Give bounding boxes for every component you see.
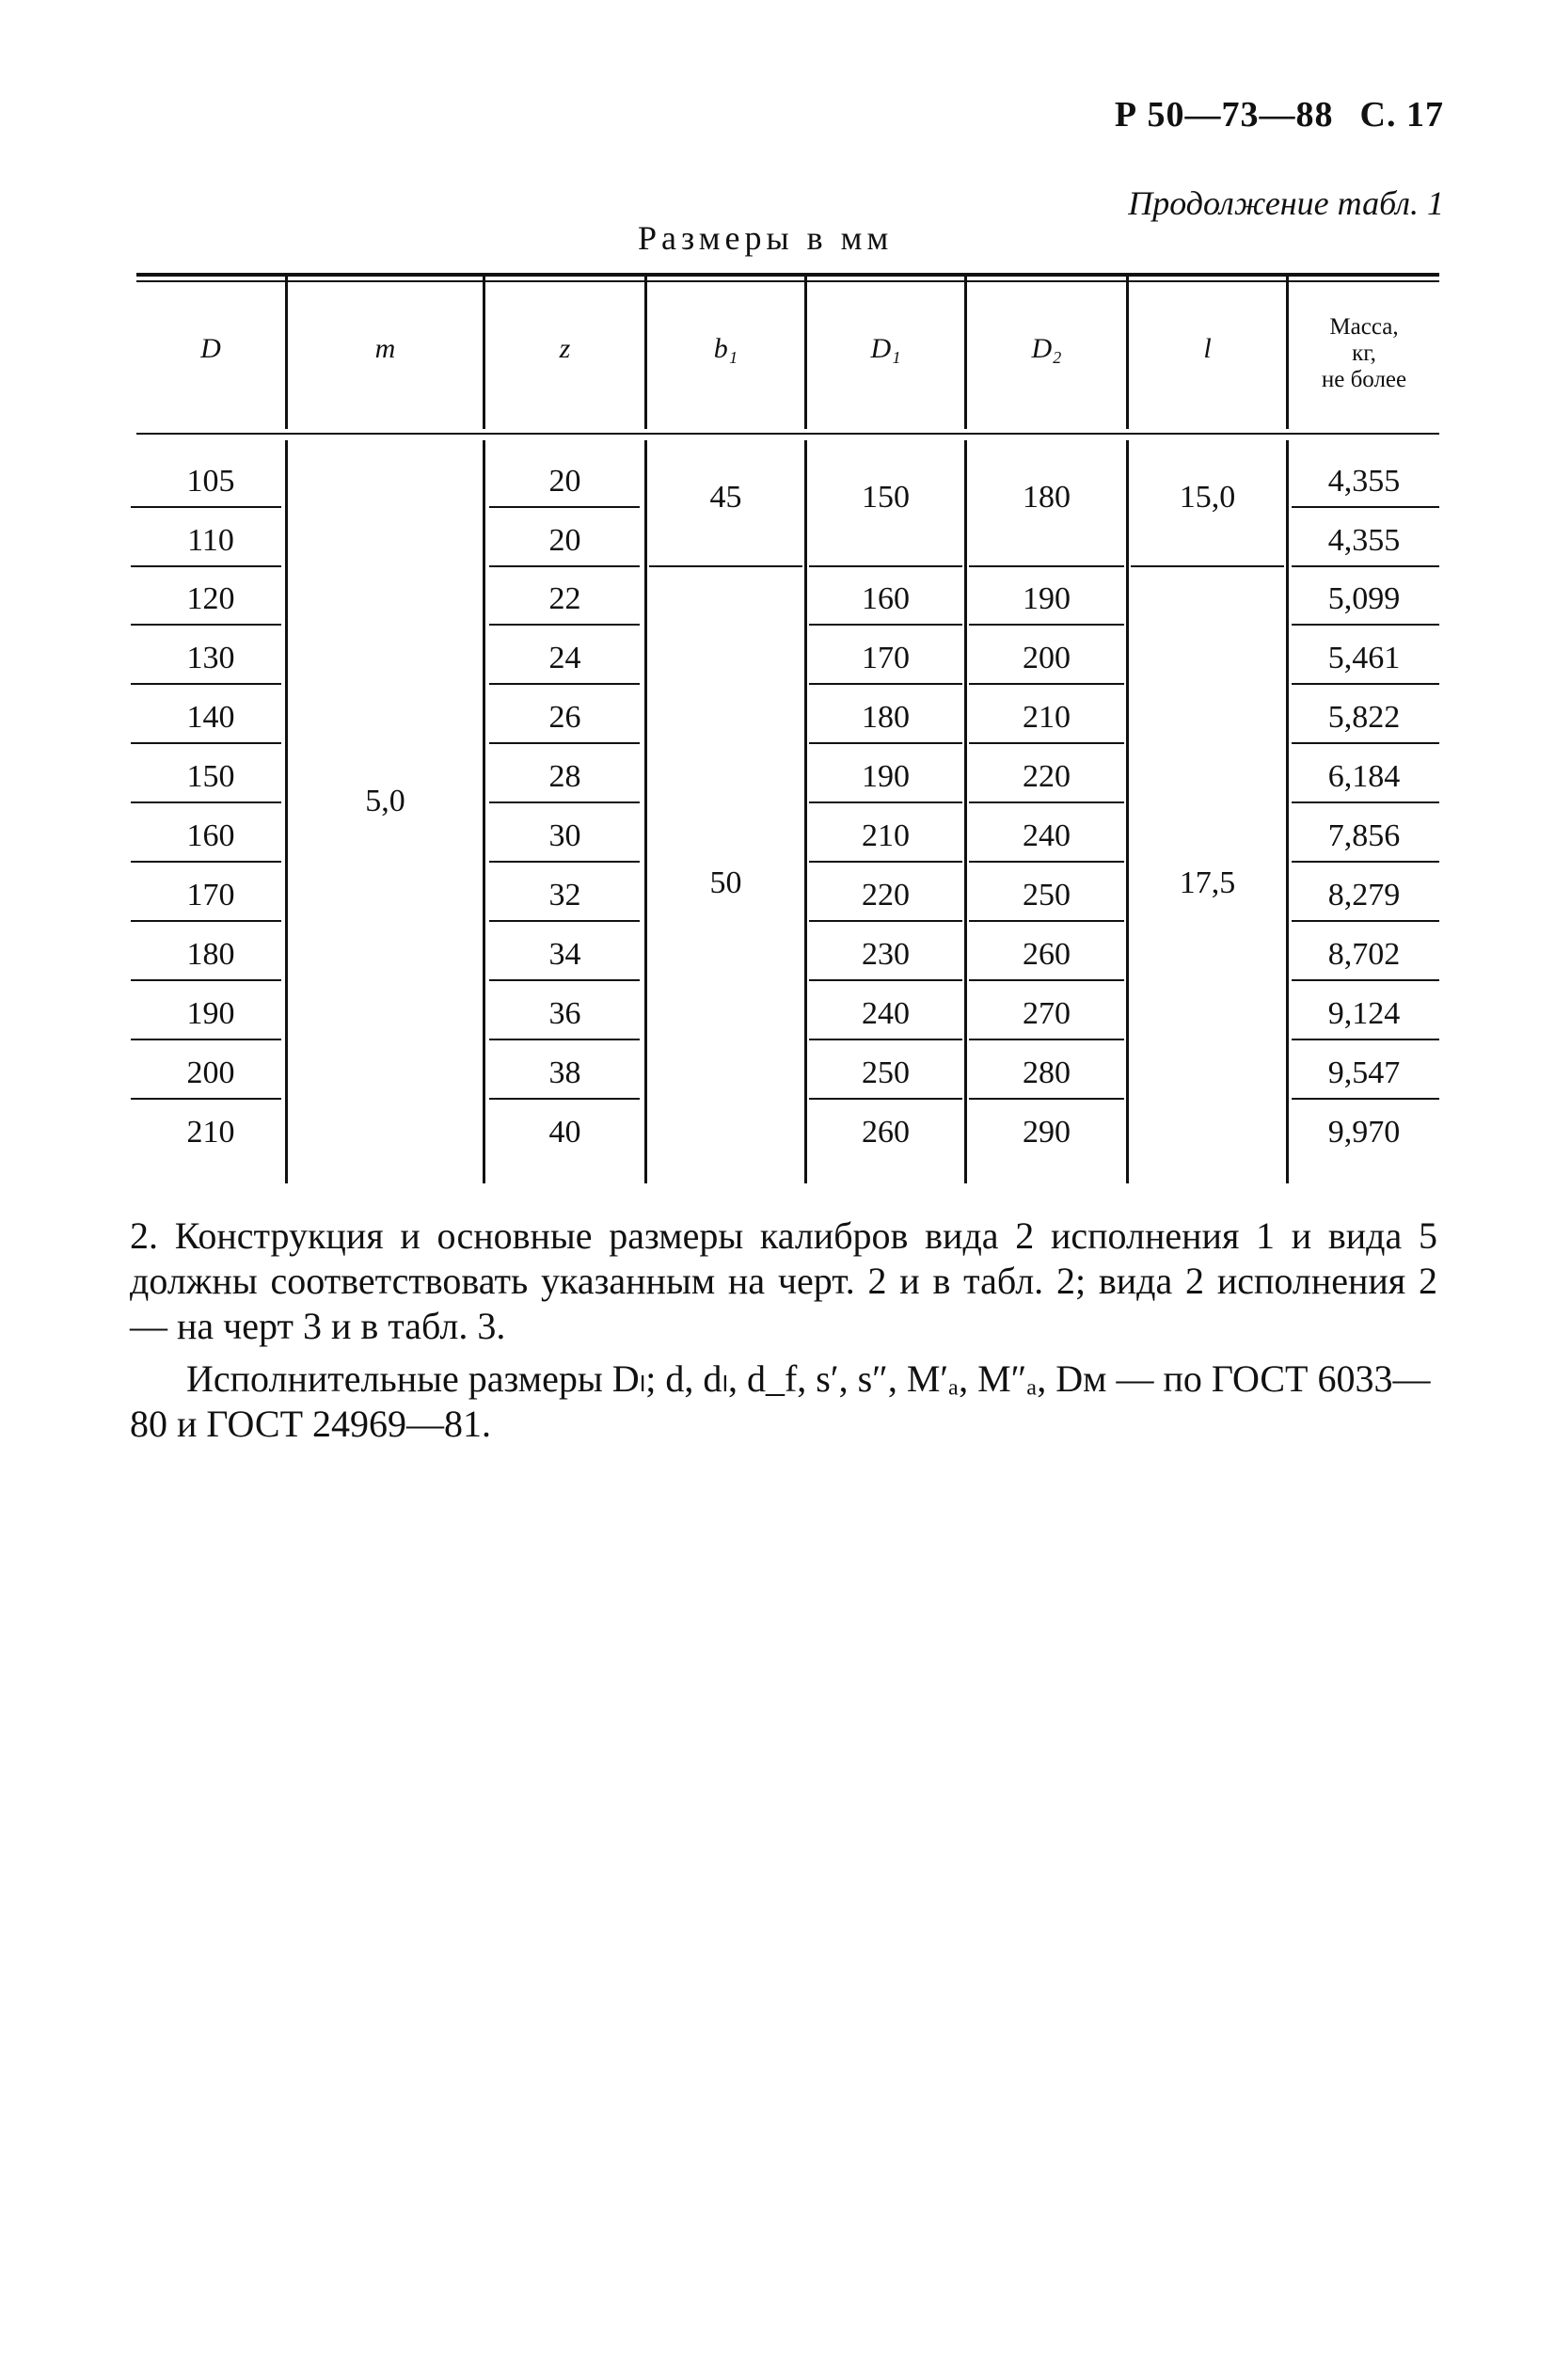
cell-z: 22 — [548, 581, 581, 616]
cell-rule — [131, 1098, 281, 1100]
cell-rule — [969, 801, 1124, 803]
l-value-17-5: 17,5 — [1179, 865, 1236, 900]
cell-mass: 6,184 — [1327, 759, 1401, 794]
cell-D: 140 — [186, 700, 235, 735]
cell-D: 120 — [186, 581, 235, 616]
cell-rule — [649, 565, 802, 567]
cell-D: 190 — [186, 996, 235, 1031]
cell-D2: 260 — [1023, 937, 1071, 972]
cell-rule — [131, 979, 281, 981]
cell-rule — [489, 683, 640, 685]
header-D1: D₁ — [870, 333, 901, 364]
cell-rule — [809, 683, 962, 685]
cell-rule — [1292, 1098, 1439, 1100]
cell-rule — [809, 565, 962, 567]
cell-rule — [131, 742, 281, 744]
cell-rule — [969, 624, 1124, 626]
paragraph-executive-sizes — [130, 1357, 1437, 1447]
cell-z: 32 — [548, 878, 581, 912]
cell-z: 20 — [548, 523, 581, 558]
page-number: С. 17 — [1359, 95, 1444, 135]
cell-D1: 170 — [862, 641, 910, 675]
header-mass — [1289, 314, 1439, 393]
cell-D2: 240 — [1023, 818, 1071, 853]
cell-D: 170 — [186, 878, 235, 912]
header-D2: D₂ — [1031, 333, 1062, 364]
cell-rule — [131, 624, 281, 626]
table-top-rule-inner — [136, 280, 1439, 282]
cell-D: 210 — [186, 1115, 235, 1150]
cell-D1: 180 — [862, 700, 910, 735]
cell-rule — [1292, 801, 1439, 803]
cell-z: 26 — [548, 700, 581, 735]
cell-mass: 8,279 — [1327, 878, 1401, 912]
header-l: l — [1203, 333, 1212, 364]
cell-rule — [131, 920, 281, 922]
table-caption: Продолжение табл. 1 — [1128, 184, 1444, 222]
cell-D1: 260 — [862, 1115, 910, 1150]
cell-rule — [1292, 565, 1439, 567]
cell-D: 105 — [186, 464, 235, 499]
dimensions-table — [136, 271, 1439, 1185]
cell-D1: 240 — [862, 996, 910, 1031]
cell-rule — [969, 979, 1124, 981]
cell-rule — [489, 920, 640, 922]
col-divider — [1126, 440, 1129, 1183]
cell-rule — [1292, 683, 1439, 685]
cell-z: 38 — [548, 1055, 581, 1090]
cell-D: 160 — [186, 818, 235, 853]
cell-z: 34 — [548, 937, 581, 972]
paragraph-executive-sizes-text: Исполнительные размеры Dₗ; d, dₗ, d_f, s′, s″, M′ₐ, M″ₐ, Dм — по ГОСТ 6033—80 и ГОСТ 24969—81. — [130, 1357, 1431, 1445]
cell-D1: 250 — [862, 1055, 910, 1090]
cell-D1: 210 — [862, 818, 910, 853]
cell-D1: 160 — [862, 581, 910, 616]
cell-rule — [1292, 506, 1439, 508]
cell-rule — [969, 1039, 1124, 1040]
D1-value-merged: 150 — [862, 480, 910, 515]
cell-rule — [131, 801, 281, 803]
header-b1: b₁ — [713, 333, 738, 364]
cell-rule — [489, 1039, 640, 1040]
cell-rule — [809, 801, 962, 803]
col-divider — [644, 440, 647, 1183]
cell-rule — [489, 1098, 640, 1100]
document-code: Р 50—73—88 — [1114, 95, 1334, 135]
cell-mass: 8,702 — [1327, 937, 1401, 972]
cell-D: 150 — [186, 759, 235, 794]
cell-mass: 9,124 — [1327, 996, 1401, 1031]
header-mass-line: не более — [1321, 367, 1407, 392]
cell-mass: 9,547 — [1327, 1055, 1401, 1090]
cell-rule — [969, 683, 1124, 685]
cell-rule — [1292, 979, 1439, 981]
cell-mass: 4,355 — [1327, 523, 1401, 558]
l-value-15: 15,0 — [1179, 480, 1236, 515]
cell-D2: 280 — [1023, 1055, 1071, 1090]
cell-rule — [131, 506, 281, 508]
cell-rule — [489, 624, 640, 626]
cell-mass: 4,355 — [1327, 464, 1401, 499]
header-mass-line: Масса, — [1329, 314, 1399, 340]
header-bottom-rule — [136, 433, 1439, 435]
cell-rule — [1292, 920, 1439, 922]
cell-D2: 270 — [1023, 996, 1071, 1031]
cell-rule — [809, 624, 962, 626]
cell-rule — [489, 861, 640, 863]
cell-rule — [969, 920, 1124, 922]
header-mass-line: кг, — [1352, 341, 1376, 366]
cell-rule — [809, 979, 962, 981]
cell-rule — [969, 742, 1124, 744]
cell-rule — [131, 861, 281, 863]
b1-value-45: 45 — [709, 480, 742, 515]
header-D: D — [200, 333, 221, 364]
cell-z: 20 — [548, 464, 581, 499]
cell-rule — [1131, 565, 1284, 567]
m-value: 5,0 — [365, 784, 405, 818]
cell-rule — [1292, 742, 1439, 744]
header-m: m — [374, 333, 396, 364]
D2-value-merged: 180 — [1023, 480, 1071, 515]
header-z: z — [559, 333, 571, 364]
cell-D: 180 — [186, 937, 235, 972]
cell-D2: 290 — [1023, 1115, 1071, 1150]
cell-mass: 9,970 — [1327, 1115, 1401, 1150]
cell-D2: 250 — [1023, 878, 1071, 912]
cell-z: 36 — [548, 996, 581, 1031]
b1-value-50: 50 — [709, 865, 742, 900]
cell-rule — [969, 565, 1124, 567]
cell-D: 200 — [186, 1055, 235, 1090]
cell-mass: 5,822 — [1327, 700, 1401, 735]
cell-z: 40 — [548, 1115, 581, 1150]
cell-rule — [969, 861, 1124, 863]
cell-mass: 5,461 — [1327, 641, 1401, 675]
cell-mass: 7,856 — [1327, 818, 1401, 853]
cell-rule — [809, 742, 962, 744]
paragraph-2: 2. Конструкция и основные размеры калибров вида 2 исполнения 1 и вида 5 должны соответствовать указанным на черт. 2 и в табл. 2; вида 2 исполнения 2 — на черт 3 и в табл. 3. — [130, 1214, 1437, 1347]
cell-D1: 230 — [862, 937, 910, 972]
cell-rule — [131, 683, 281, 685]
cell-z: 30 — [548, 818, 581, 853]
cell-D1: 190 — [862, 759, 910, 794]
cell-D: 110 — [187, 523, 234, 558]
units-label: Размеры в мм — [638, 219, 894, 257]
cell-rule — [489, 742, 640, 744]
cell-D2: 210 — [1023, 700, 1071, 735]
cell-rule — [489, 565, 640, 567]
cell-rule — [489, 979, 640, 981]
cell-z: 24 — [548, 641, 581, 675]
cell-D: 130 — [186, 641, 235, 675]
cell-D2: 220 — [1023, 759, 1071, 794]
cell-rule — [489, 506, 640, 508]
cell-D2: 190 — [1023, 581, 1071, 616]
cell-rule — [809, 1039, 962, 1040]
cell-rule — [969, 1098, 1124, 1100]
cell-rule — [809, 1098, 962, 1100]
cell-rule — [809, 920, 962, 922]
cell-rule — [489, 801, 640, 803]
cell-rule — [131, 565, 281, 567]
page-header — [1115, 94, 1444, 135]
cell-D1: 220 — [862, 878, 910, 912]
cell-rule — [1292, 624, 1439, 626]
cell-rule — [1292, 861, 1439, 863]
cell-mass: 5,099 — [1327, 581, 1401, 616]
cell-rule — [131, 1039, 281, 1040]
cell-D2: 200 — [1023, 641, 1071, 675]
cell-rule — [1292, 1039, 1439, 1040]
cell-rule — [809, 861, 962, 863]
table-top-rule — [136, 273, 1439, 277]
cell-z: 28 — [548, 759, 581, 794]
